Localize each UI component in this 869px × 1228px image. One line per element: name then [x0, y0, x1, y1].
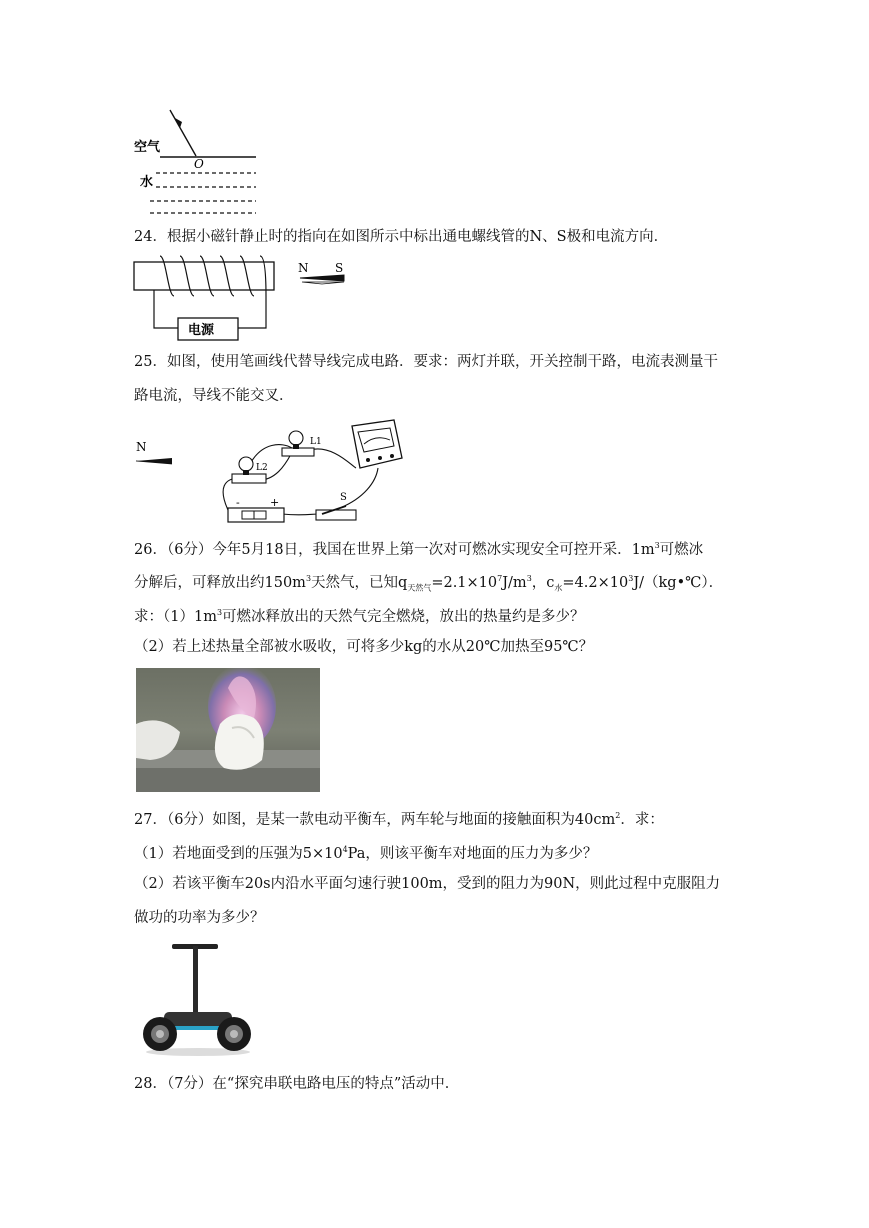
battery-plus: + — [270, 496, 280, 509]
power-source-label: 电源 — [188, 323, 215, 338]
q25-line2: 路电流，导线不能交叉． — [134, 388, 294, 404]
q26-line4: （2）若上述热量全部被水吸收，可将多少kg的水从20℃加热至95℃？ — [134, 639, 594, 655]
switch — [316, 506, 356, 520]
balance-scooter-photo — [136, 938, 256, 1060]
needle-s-label: S — [335, 261, 344, 275]
battery — [228, 508, 284, 522]
q27-line2: （1）若地面受到的压强为$5\times 10^4Pa$，则该平衡车对地面的压力为多少？ — [134, 845, 598, 862]
solenoid-figure — [132, 252, 352, 344]
ammeter — [352, 420, 402, 468]
q27-line1: 27．（6分）如图，是某一款电动平衡车，两车轮与地面的接触面积为$40cm^2$．求： — [134, 811, 664, 828]
needle-n-label: N — [298, 261, 309, 275]
compass-n-label: N — [136, 440, 147, 454]
q27-line3: （2）若该平衡车20s内沿水平面匀速行驶100m，受到的阻力为90N，则此过程中克服阻力 — [134, 876, 721, 892]
lamp-l1-label: L1 — [310, 437, 322, 447]
q27-line4: 做功的功率为多少？ — [134, 910, 265, 926]
refraction-figure — [132, 106, 262, 218]
switch-label: S — [340, 492, 347, 503]
q25-line1: 25．如图，使用笔画线代替导线完成电路．要求：两灯并联，开关控制干路，电流表测量干 — [134, 354, 718, 370]
circuit-figure — [132, 414, 412, 526]
air-label: 空气 — [134, 140, 161, 155]
q26-line3: 求：$(1)1m^3$可燃冰释放出的天然气完全燃烧，放出的热量约是多少？ — [134, 608, 585, 625]
q28-text: 28．（7分）在“探究串联电路电压的特点”活动中． — [134, 1076, 460, 1092]
combustible-ice-photo — [136, 668, 320, 792]
lamp-l2-label: L2 — [256, 463, 268, 473]
battery-minus: - — [236, 496, 240, 509]
point-o-label: O — [194, 157, 204, 171]
q24-text: 24．根据小磁针静止时的指向在如图所示中标出通电螺线管的N、S极和电流方向． — [134, 229, 669, 245]
water-label: 水 — [140, 175, 154, 190]
q26-line2: 分解后，可释放出约$150m^3$天然气，已知$q_{天然气}=2.1\times 10^7J/m^3$，$c_水=4.2\times 10^3J/(kg•℃)$． — [134, 574, 724, 593]
q26-line1: 26．（6分）今年5月18日，我国在世界上第一次对可燃冰实现安全可控开采．$1m^3$可燃冰 — [134, 541, 704, 558]
